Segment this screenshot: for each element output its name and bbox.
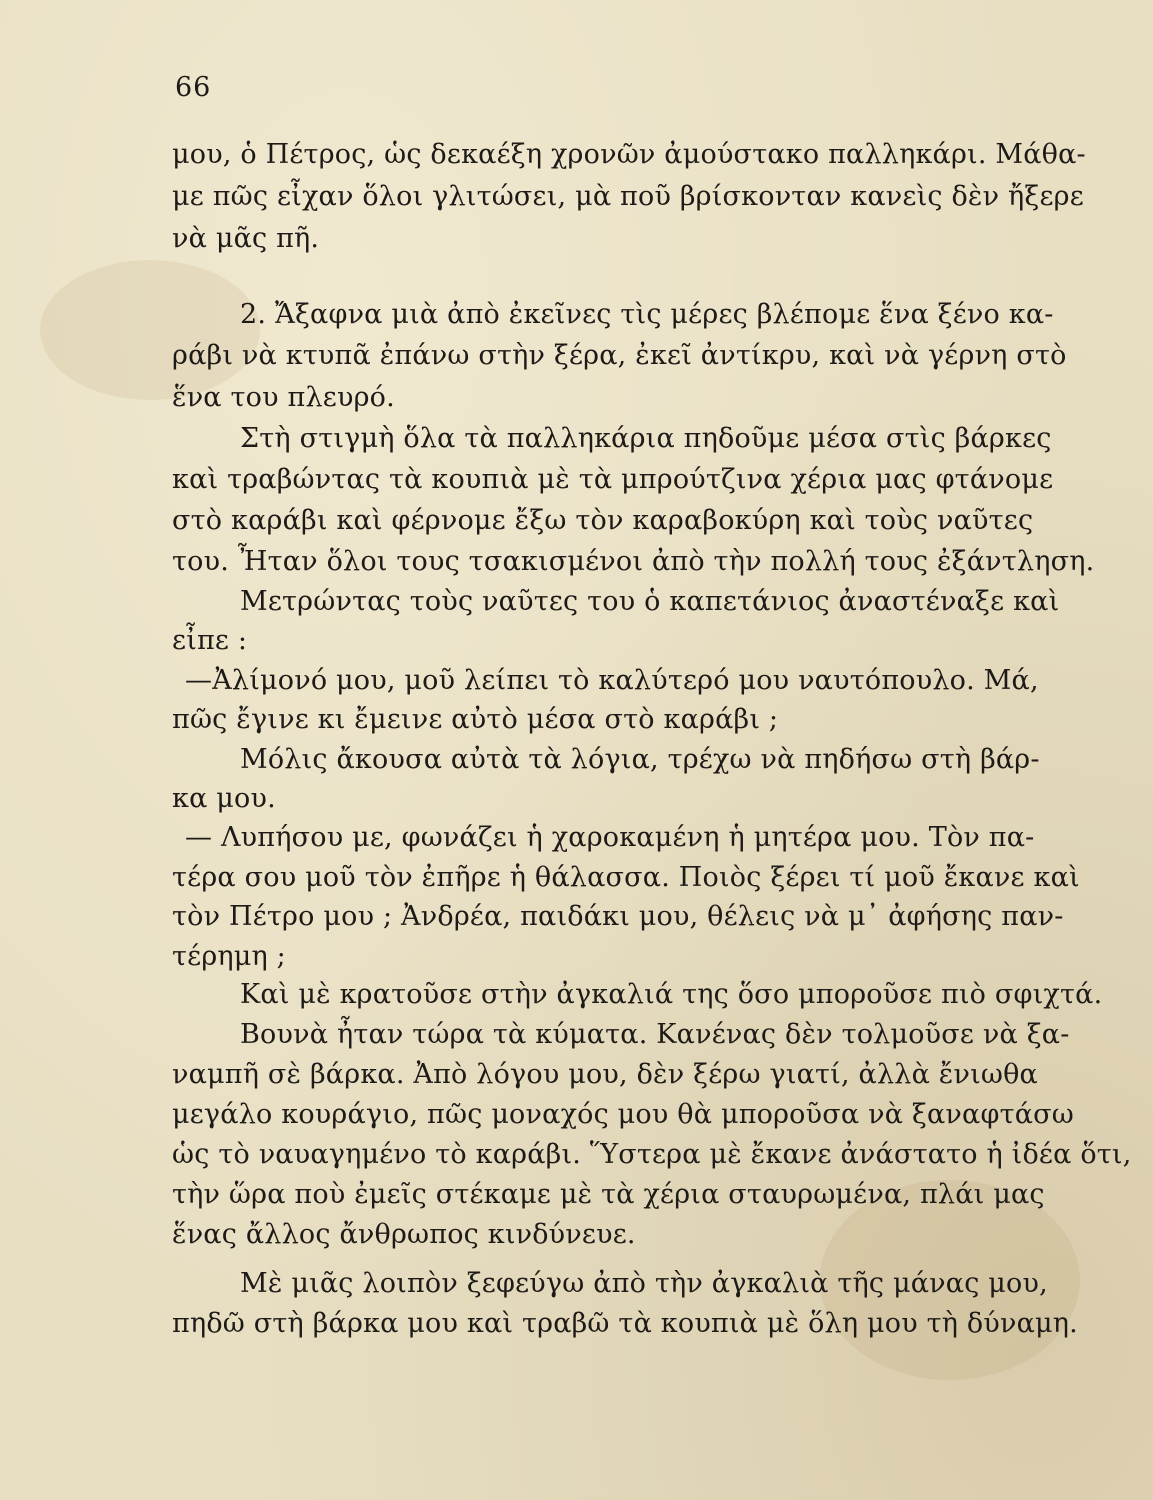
text-line: του. Ἦταν ὅλοι τους τσακισμένοι ἀπὸ τὴν πολλή τους ἐξάντληση. — [172, 546, 1095, 577]
text-line: Μόλις ἄκουσα αὐτὰ τὰ λόγια, τρέχω νὰ πηδήσω στὴ βάρ- — [240, 744, 1040, 775]
text-line: τέρημη ; — [172, 941, 286, 972]
paper-stain — [40, 260, 260, 400]
text-line: καὶ τραβώντας τὰ κουπιὰ μὲ τὰ μπρούτζινα χέρια μας φτάνομε — [172, 464, 1054, 495]
text-line: ναμπῆ σὲ βάρκα. Ἀπὸ λόγου μου, δὲν ξέρω γιατί, ἀλλὰ ἔνιωθα — [172, 1059, 1038, 1090]
text-line: Στὴ στιγμὴ ὅλα τὰ παλληκάρια πηδοῦμε μέσα στὶς βάρκες — [240, 423, 1052, 454]
text-line: —Ἀλίμονό μου, μοῦ λείπει τὸ καλύτερό μου ναυτόπουλο. Μά, — [185, 665, 1039, 696]
text-line: μου, ὁ Πέτρος, ὡς δεκαέξη χρονῶν ἀμούστακο παλληκάρι. Μάθα- — [172, 139, 1086, 170]
text-line: μεγάλο κουράγιο, πῶς μοναχός μου θὰ μποροῦσα νὰ ξαναφτάσω — [172, 1099, 1074, 1130]
text-line: Βουνὰ ἦταν τώρα τὰ κύματα. Κανένας δὲν τολμοῦσε νὰ ξα- — [240, 1019, 1070, 1050]
text-line: 2. Ἄξαφνα μιὰ ἀπὸ ἐκεῖνες τὶς μέρες βλέπομε ἕνα ξένο κα- — [240, 299, 1054, 330]
text-line: κα μου. — [172, 783, 276, 814]
text-line: — Λυπήσου με, φωνάζει ἡ χαροκαμένη ἡ μητέρα μου. Τὸν πα- — [185, 822, 1035, 853]
text-line: ἕνας ἄλλος ἄνθρωπος κινδύνευε. — [172, 1219, 636, 1250]
text-line: τέρα σου μοῦ τὸν ἐπῆρε ἡ θάλασσα. Ποιὸς ξέρει τί μοῦ ἔκανε καὶ — [172, 862, 1080, 893]
text-line: ἕνα του πλευρό. — [172, 382, 395, 413]
text-line: πηδῶ στὴ βάρκα μου καὶ τραβῶ τὰ κουπιὰ μὲ ὅλη μου τὴ δύναμη. — [172, 1308, 1078, 1339]
text-line: εἶπε : — [172, 625, 248, 656]
text-line: τὸν Πέτρο μου ; Ἀνδρέα, παιδάκι μου, θέλεις νὰ μ᾽ ἀφήσης παν- — [172, 901, 1064, 932]
text-line: ὡς τὸ ναυαγημένο τὸ καράβι. Ὕστερα μὲ ἔκανε ἀνάστατο ἡ ἰδέα ὅτι, — [172, 1139, 1132, 1170]
text-line: ράβι νὰ κτυπᾶ ἐπάνω στὴν ξέρα, ἐκεῖ ἀντίκρυ, καὶ νὰ γέρνη στὸ — [172, 340, 1067, 371]
text-line: Καὶ μὲ κρατοῦσε στὴν ἀγκαλιά της ὅσο μποροῦσε πιὸ σφιχτά. — [240, 979, 1103, 1010]
text-line: με πῶς εἶχαν ὅλοι γλιτώσει, μὰ ποῦ βρίσκονταν κανεὶς δὲν ἤξερε — [172, 181, 1084, 212]
text-line: νὰ μᾶς πῆ. — [172, 223, 320, 254]
text-line: στὸ καράβι καὶ φέρνομε ἔξω τὸν καραβοκύρη καὶ τοὺς ναῦτες — [172, 505, 1034, 536]
text-line: Μετρώντας τοὺς ναῦτες του ὁ καπετάνιος ἀναστέναξε καὶ — [240, 586, 1060, 617]
text-line: Μὲ μιᾶς λοιπὸν ξεφεύγω ἀπὸ τὴν ἀγκαλιὰ τῆς μάνας μου, — [240, 1268, 1048, 1299]
text-line: πῶς ἔγινε κι ἔμεινε αὐτὸ μέσα στὸ καράβι ; — [172, 704, 779, 735]
text-line: τὴν ὥρα ποὺ ἐμεῖς στέκαμε μὲ τὰ χέρια σταυρωμένα, πλάι μας — [172, 1179, 1045, 1210]
page-number: 66 — [175, 72, 212, 103]
